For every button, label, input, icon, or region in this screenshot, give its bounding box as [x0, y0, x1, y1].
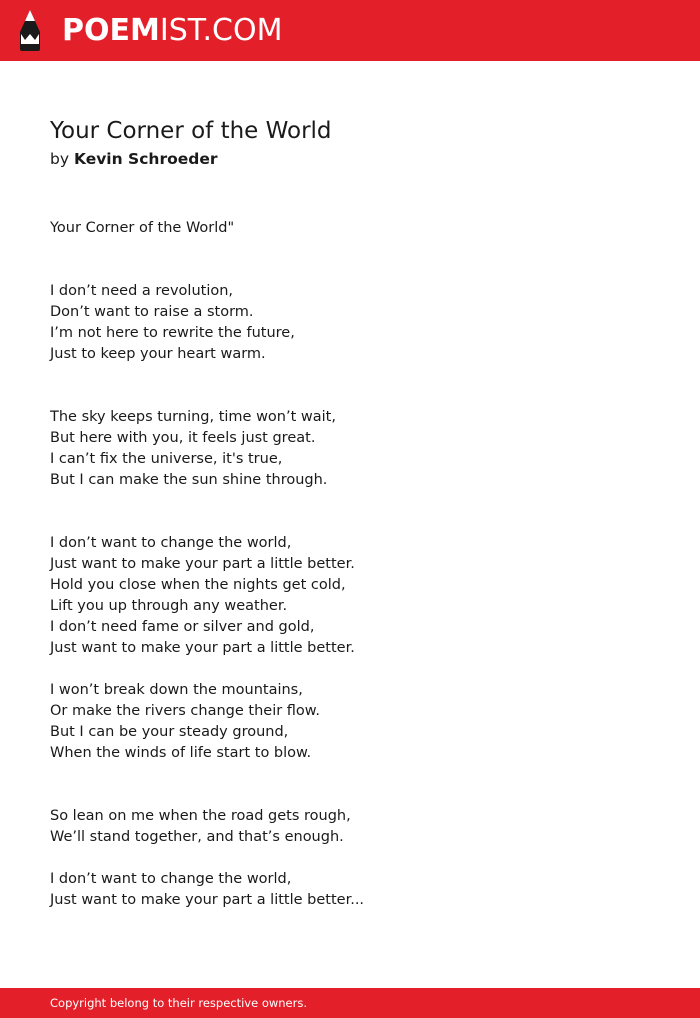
poem-body	[50, 218, 364, 911]
poem-line: But I can be your steady ground,	[50, 724, 289, 740]
poem-line: So lean on me when the road gets rough,	[50, 808, 351, 824]
poem-line: I don’t want to change the world,	[50, 871, 292, 887]
poem-line: I don’t need fame or silver and gold,	[50, 619, 315, 635]
poem-stanza	[50, 218, 364, 239]
poem-stanza	[50, 680, 364, 764]
stanza-gap	[50, 365, 364, 407]
poem-line: Lift you up through any weather.	[50, 598, 288, 614]
stanza-gap	[50, 239, 364, 281]
poem-line: Just want to make your part a little better.	[50, 556, 355, 572]
stanza-gap	[50, 659, 364, 680]
poem-title: Your Corner of the World	[50, 118, 332, 144]
poem-line: Just want to make your part a little better...	[50, 892, 365, 908]
brand-light: IST.COM	[159, 13, 283, 48]
site-logo[interactable]	[62, 12, 282, 50]
poem-line: Or make the rivers change their flow.	[50, 703, 320, 719]
poem-line: I’m not here to rewrite the future,	[50, 325, 295, 341]
poem-line: I can’t fix the universe, it's true,	[50, 451, 283, 467]
brand-bold: POEM	[62, 13, 160, 48]
poem-line: I won’t break down the mountains,	[50, 682, 303, 698]
poem-stanza	[50, 281, 364, 365]
poem-stanza	[50, 806, 364, 848]
site-header	[0, 0, 700, 61]
poem-line: Just want to make your part a little better.	[50, 640, 355, 656]
site-footer	[0, 988, 700, 1018]
poem-line: Just to keep your heart warm.	[50, 346, 266, 362]
poem-line: I don’t want to change the world,	[50, 535, 292, 551]
stanza-gap	[50, 491, 364, 533]
poem-stanza	[50, 869, 364, 911]
poem-stanza	[50, 533, 364, 659]
poem-byline	[50, 148, 218, 170]
poem-stanza	[50, 407, 364, 491]
poem-line: Don’t want to raise a storm.	[50, 304, 254, 320]
poem-author: Kevin Schroeder	[73, 150, 218, 168]
poem-line: Your Corner of the World"	[50, 220, 235, 236]
poem-line: When the winds of life start to blow.	[50, 745, 312, 761]
pencil-icon[interactable]	[18, 10, 42, 51]
poem-line: I don’t need a revolution,	[50, 283, 234, 299]
poem-line: We’ll stand together, and that’s enough.	[50, 829, 344, 845]
stanza-gap	[50, 848, 364, 869]
poem-line: The sky keeps turning, time won’t wait,	[50, 409, 336, 425]
poem-line: But I can make the sun shine through.	[50, 472, 328, 488]
byline-by: by	[50, 150, 70, 168]
stanza-gap	[50, 764, 364, 806]
poem-line: But here with you, it feels just great.	[50, 430, 316, 446]
copyright-text: Copyright belong to their respective owners.	[50, 996, 308, 1010]
poem-line: Hold you close when the nights get cold,	[50, 577, 346, 593]
